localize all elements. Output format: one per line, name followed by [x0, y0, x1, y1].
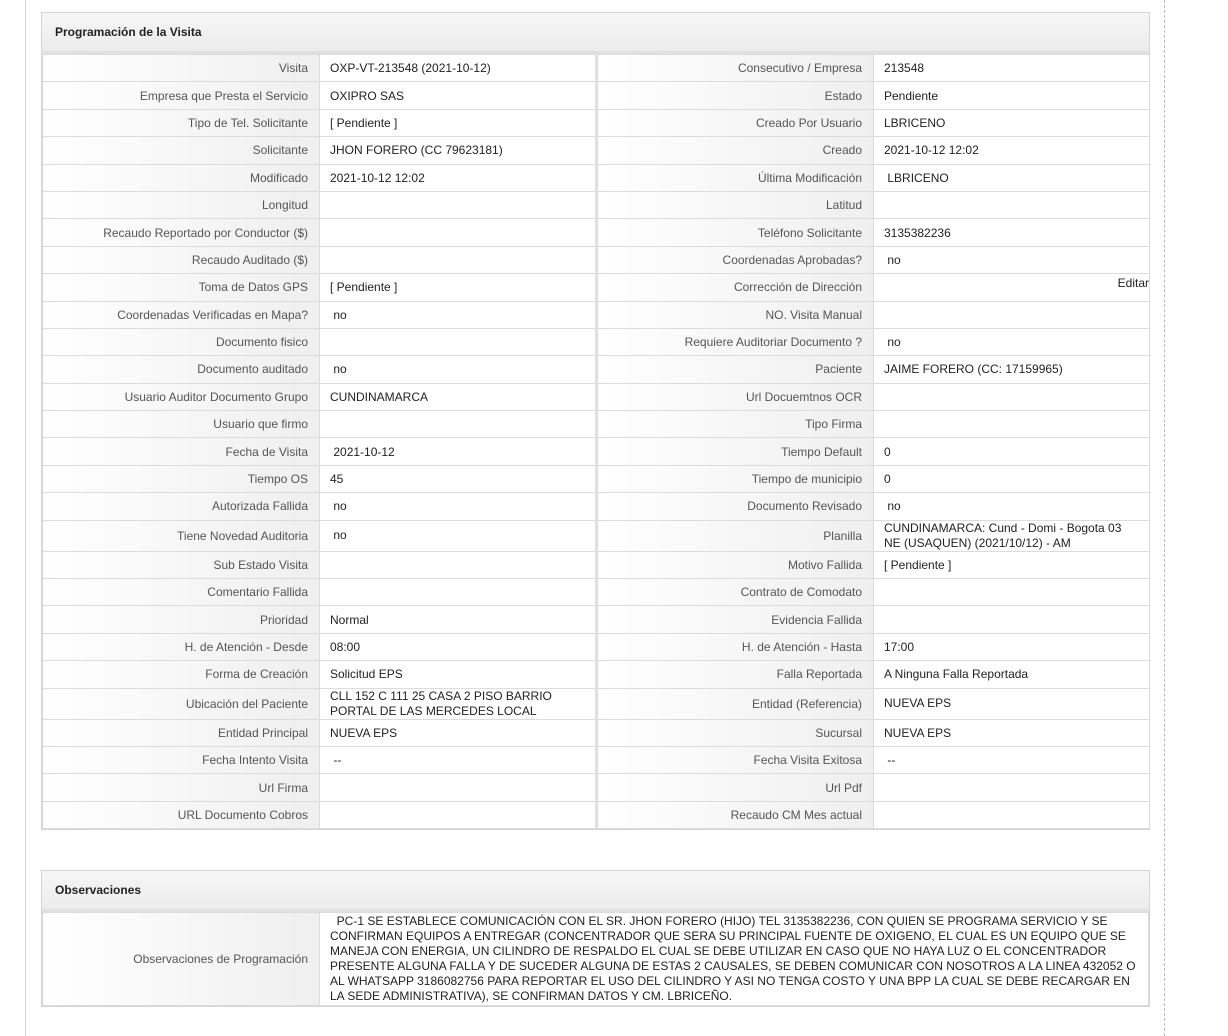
field-value-text: Solicitud EPS: [330, 667, 403, 682]
field-value: [874, 137, 1150, 164]
detail-row: [43, 688, 1150, 719]
field-label: [597, 164, 874, 191]
detail-row: [43, 746, 1150, 773]
field-value: [874, 191, 1150, 218]
field-label: [597, 633, 874, 660]
field-label: [43, 328, 320, 355]
field-label: [43, 719, 320, 746]
field-value: [874, 328, 1150, 355]
field-label: [43, 246, 320, 273]
observations-label: Observaciones de Programación: [43, 913, 320, 1006]
field-value: [874, 746, 1150, 773]
detail-row: [43, 774, 1150, 801]
field-value-text: OXP-VT-213548 (2021-10-12): [330, 61, 491, 76]
field-label: [43, 411, 320, 438]
page-right-border: [1164, 0, 1165, 1036]
field-label-text: Fecha Visita Exitosa: [753, 753, 862, 768]
field-label: [597, 109, 874, 136]
field-label: [43, 438, 320, 465]
field-value-text: JHON FORERO (CC 79623181): [330, 143, 503, 158]
field-label: [43, 465, 320, 492]
field-value: [874, 688, 1150, 719]
detail-row: [43, 520, 1150, 551]
field-label: [43, 551, 320, 578]
field-value: [874, 661, 1150, 688]
field-label-text: Contrato de Comodato: [740, 585, 862, 600]
field-value: [874, 109, 1150, 136]
field-value: [320, 438, 597, 465]
field-label: [597, 746, 874, 773]
field-label-text: Longitud: [261, 198, 308, 213]
detail-row: [43, 55, 1150, 82]
detail-row: [43, 246, 1150, 273]
field-label: [597, 493, 874, 520]
field-value-text: 2021-10-12 12:02: [330, 170, 425, 185]
field-value: [874, 520, 1150, 551]
field-label: [597, 551, 874, 578]
field-value: [320, 219, 597, 246]
field-label-text: Requiere Auditoriar Documento ?: [684, 335, 862, 350]
field-label-text: Prioridad: [259, 612, 308, 627]
field-value-text: 45: [330, 472, 344, 487]
observations-panel: [41, 870, 1150, 1007]
field-label-text: Documento fisico: [215, 335, 308, 350]
field-label-text: Tiempo de municipio: [751, 472, 862, 487]
field-value: [874, 82, 1150, 109]
field-label: [43, 82, 320, 109]
field-value-text: Normal: [330, 612, 369, 627]
detail-row: [43, 551, 1150, 578]
detail-row: [43, 164, 1150, 191]
field-label: [597, 606, 874, 633]
field-value: [874, 219, 1150, 246]
field-label-text: Motivo Fallida: [787, 557, 862, 572]
field-value: [320, 579, 597, 606]
field-label-text: Autorizada Fallida: [211, 499, 308, 514]
field-label-text: Coordenadas Verificadas en Mapa?: [117, 307, 308, 322]
field-label-text: Sucursal: [815, 725, 862, 740]
field-value: [320, 465, 597, 492]
field-label: [43, 301, 320, 328]
field-value: [874, 301, 1150, 328]
field-label: [597, 688, 874, 719]
field-label: [597, 774, 874, 801]
field-value-text: no: [330, 499, 347, 514]
field-label-text: Tipo de Tel. Solicitante: [187, 115, 308, 130]
detail-row: [43, 191, 1150, 218]
field-value-text: CLL 152 C 111 25 CASA 2 PISO BARRIO PORTAL DE LAS MERCEDES LOCAL: [330, 688, 556, 718]
detail-row: [43, 438, 1150, 465]
field-label: [597, 55, 874, 82]
field-value-text: 2021-10-12 12:02: [884, 143, 979, 158]
field-label-text: NO. Visita Manual: [765, 307, 862, 322]
field-label-text: Usuario Auditor Documento Grupo: [124, 389, 308, 404]
field-label: [597, 328, 874, 355]
field-label-text: Tipo Firma: [805, 417, 862, 432]
field-label: [597, 719, 874, 746]
field-label: [43, 579, 320, 606]
field-value: [320, 688, 597, 719]
detail-row: [43, 606, 1150, 633]
field-value-text: 2021-10-12: [330, 444, 395, 459]
field-label-text: URL Documento Cobros: [177, 807, 308, 822]
field-label: [43, 356, 320, 383]
field-value: [874, 274, 1150, 301]
field-label-text: Usuario que firmo: [213, 417, 308, 432]
field-label-text: Comentario Fallida: [207, 585, 308, 600]
visit-details-table: [42, 54, 1150, 829]
detail-row: [43, 219, 1150, 246]
field-label-text: Recaudo Auditado ($): [191, 252, 308, 267]
field-value: [874, 246, 1150, 273]
field-value: [874, 633, 1150, 660]
field-value: [874, 606, 1150, 633]
field-label: [43, 746, 320, 773]
field-value: [320, 356, 597, 383]
field-value: [874, 579, 1150, 606]
field-value: [874, 438, 1150, 465]
field-label-text: Fecha de Visita: [225, 444, 308, 459]
field-value-text: 0: [884, 444, 891, 459]
field-label: [597, 520, 874, 551]
field-label: [597, 465, 874, 492]
field-value-text: [ Pendiente ]: [330, 280, 398, 295]
visit-panel-title: Programación de la Visita: [42, 13, 1149, 54]
field-label-text: Corrección de Dirección: [733, 280, 862, 295]
field-value-text: [ Pendiente ]: [330, 115, 398, 130]
edit-address-link[interactable]: Editar: [1117, 276, 1149, 291]
field-label: [597, 274, 874, 301]
visit-programming-panel: [41, 12, 1150, 830]
field-value: [320, 274, 597, 301]
field-label: [43, 633, 320, 660]
detail-row: [43, 493, 1150, 520]
field-value: [320, 606, 597, 633]
field-label: [597, 137, 874, 164]
field-label-text: Forma de Creación: [205, 667, 308, 682]
field-value-text: 0: [884, 472, 891, 487]
field-value-text: CUNDINAMARCA: [330, 389, 429, 404]
detail-row: [43, 356, 1150, 383]
field-label-text: Tiene Novedad Auditoria: [177, 528, 308, 543]
field-value: [320, 493, 597, 520]
detail-row: [43, 328, 1150, 355]
detail-row: [43, 633, 1150, 660]
field-label: [43, 137, 320, 164]
field-value: [320, 328, 597, 355]
detail-row: [43, 82, 1150, 109]
field-value-text: NUEVA EPS: [330, 725, 398, 740]
field-label-text: Coordenadas Aprobadas?: [722, 252, 862, 267]
detail-row: [43, 383, 1150, 410]
page-left-border: [25, 0, 26, 1036]
field-label: [597, 411, 874, 438]
field-value: [320, 301, 597, 328]
field-label-text: Consecutivo / Empresa: [737, 61, 862, 76]
field-value-text: NUEVA EPS: [884, 725, 952, 740]
field-label: [597, 356, 874, 383]
field-value-text: LBRICENO: [884, 170, 949, 185]
field-label-text: Estado: [824, 88, 862, 103]
detail-row: [43, 719, 1150, 746]
detail-row: [43, 465, 1150, 492]
field-label-text: Latitud: [825, 198, 862, 213]
field-label: [597, 191, 874, 218]
field-label: [43, 191, 320, 218]
field-label: [43, 383, 320, 410]
field-label: [43, 55, 320, 82]
field-label: [43, 661, 320, 688]
field-label-text: Planilla: [823, 528, 862, 543]
field-label-text: Ubicación del Paciente: [185, 696, 308, 711]
field-value: [874, 801, 1150, 828]
field-value: [320, 109, 597, 136]
field-value: [874, 55, 1150, 82]
field-label: [43, 493, 320, 520]
field-value-text: no: [330, 528, 347, 543]
field-label-text: Tiempo Default: [781, 444, 862, 459]
field-value-text: 3135382236: [884, 225, 951, 240]
field-label-text: Toma de Datos GPS: [198, 280, 308, 295]
field-label-text: Sub Estado Visita: [213, 557, 308, 572]
field-value-text: no: [884, 252, 901, 267]
field-value-text: LBRICENO: [884, 115, 946, 130]
field-value: [874, 383, 1150, 410]
field-value-text: JAIME FORERO (CC: 17159965): [884, 362, 1063, 377]
field-label-text: Recaudo CM Mes actual: [730, 807, 862, 822]
field-label-text: Creado: [822, 143, 862, 158]
field-label: [43, 109, 320, 136]
field-label: [43, 164, 320, 191]
field-value: [320, 551, 597, 578]
field-value: [874, 551, 1150, 578]
field-value-text: no: [884, 335, 901, 350]
field-label: [43, 801, 320, 828]
field-label-text: Creado Por Usuario: [755, 115, 862, 130]
field-label-text: Url Firma: [258, 780, 308, 795]
field-value: [874, 411, 1150, 438]
detail-row: [43, 579, 1150, 606]
field-value: [320, 383, 597, 410]
field-value-text: --: [884, 753, 896, 768]
field-value: [320, 137, 597, 164]
field-label-text: Solicitante: [252, 143, 308, 158]
field-value: [320, 746, 597, 773]
field-label: [43, 520, 320, 551]
field-label-text: Tiempo OS: [247, 472, 308, 487]
field-value-text: no: [330, 362, 347, 377]
field-value: [320, 55, 597, 82]
field-label-text: Última Modificación: [757, 170, 862, 185]
detail-row: [43, 801, 1150, 828]
field-value: [874, 356, 1150, 383]
detail-row: [43, 109, 1150, 136]
field-value: [320, 246, 597, 273]
field-label-text: Documento auditado: [197, 362, 308, 377]
field-value: [320, 82, 597, 109]
observations-table: [42, 912, 1149, 1006]
field-label-text: Empresa que Presta el Servicio: [139, 88, 308, 103]
field-value-text: --: [330, 753, 342, 768]
field-value-text: no: [884, 499, 901, 514]
field-value: [320, 801, 597, 828]
field-label-text: Teléfono Solicitante: [757, 225, 862, 240]
field-label-text: Fecha Intento Visita: [202, 753, 308, 768]
field-value: [320, 191, 597, 218]
field-value: [320, 719, 597, 746]
field-label: [43, 606, 320, 633]
field-value-text: [ Pendiente ]: [884, 557, 952, 572]
field-label: [597, 301, 874, 328]
field-value-text: 17:00: [884, 640, 915, 654]
field-label: [597, 661, 874, 688]
field-value-text: no: [330, 307, 347, 322]
field-value: [874, 719, 1150, 746]
field-value-text: CUNDINAMARCA: Cund - Domi - Bogota 03 NE (USAQUEN) (2021/10/12) - AM: [884, 520, 1125, 550]
field-label-text: Entidad (Referencia): [751, 696, 862, 711]
field-value: [320, 774, 597, 801]
field-label: [597, 438, 874, 465]
field-value: [874, 493, 1150, 520]
field-value: [320, 633, 597, 660]
field-value-text: NUEVA EPS: [884, 696, 952, 711]
field-label-text: Falla Reportada: [776, 667, 862, 682]
field-label: [597, 579, 874, 606]
field-value: [874, 164, 1150, 191]
field-value-text: 08:00: [330, 640, 361, 654]
detail-row: [43, 661, 1150, 688]
field-label: [43, 774, 320, 801]
field-value: [320, 164, 597, 191]
field-value: [874, 465, 1150, 492]
detail-row: [43, 274, 1150, 301]
observations-panel-title: Observaciones: [42, 871, 1149, 912]
observations-row: [43, 913, 1149, 1006]
field-value: [874, 774, 1150, 801]
field-label-text: Paciente: [815, 362, 862, 377]
field-label-text: Documento Revisado: [747, 499, 862, 514]
field-label: [597, 219, 874, 246]
field-label-text: Url Docuemtnos OCR: [745, 389, 862, 404]
detail-row: [43, 137, 1150, 164]
field-label-text: Evidencia Fallida: [771, 612, 862, 627]
field-label: [597, 383, 874, 410]
field-value: [320, 661, 597, 688]
field-value: [320, 411, 597, 438]
detail-row: [43, 301, 1150, 328]
field-value: [320, 520, 597, 551]
field-value-text: Pendiente: [884, 88, 939, 103]
observations-text: PC-1 SE ESTABLECE COMUNICACIÓN CON EL SR. JHON FORERO (HIJO) TEL 3135382236, CON QUIEN SE PROGRAMA SERVICIO Y SE CONFIRMAN EQUIPOS A ENTREGAR (CONCENTRADOR QUE SERA SU PRINCIPAL FUENTE DE OXIGENO, EL CUAL ES UN EQUIPO QUE SE MANEJA CON ENERGIA, UN CILINDRO DE RESPALDO EL CUAL SE DEBE UTILIZAR EN CASO QUE NO HAYA LUZ O EL CONCENTRADOR PRESENTE ALGUNA FALLA Y DE SUCEDER ALGUNA DE ESTAS 2 CAUSALES, SE DEBEN COMUNICAR CON NOSOTROS A LA LINEA 432052 O AL WHATSAPP 3186082756 PARA REPORTAR EL USO DEL CILINDRO Y ASI NO TENGA COSTO Y UNA BPP LA CUAL SE DEBE RECARGAR EN LA SEDE ADMINISTRATIVA), SE CONFIRMAN DATOS Y CM. LBRICEÑO.: [320, 913, 1149, 1006]
field-label: [43, 688, 320, 719]
field-value-text: OXIPRO SAS: [330, 88, 405, 103]
field-label-text: Url Pdf: [825, 780, 862, 795]
field-label-text: Entidad Principal: [217, 725, 308, 740]
detail-row: [43, 411, 1150, 438]
field-label-text: H. de Atención - Desde: [184, 640, 308, 654]
field-label-text: Recaudo Reportado por Conductor ($): [103, 225, 308, 240]
field-label: [597, 246, 874, 273]
field-label: [43, 274, 320, 301]
field-label-text: H. de Atención - Hasta: [741, 640, 862, 654]
field-label-text: Modificado: [249, 170, 308, 185]
field-label-text: Visita: [278, 61, 308, 76]
field-value-text: 213548: [884, 61, 925, 76]
field-label: [597, 801, 874, 828]
field-label: [597, 82, 874, 109]
field-value-text: A Ninguna Falla Reportada: [884, 667, 1029, 682]
field-label: [43, 219, 320, 246]
